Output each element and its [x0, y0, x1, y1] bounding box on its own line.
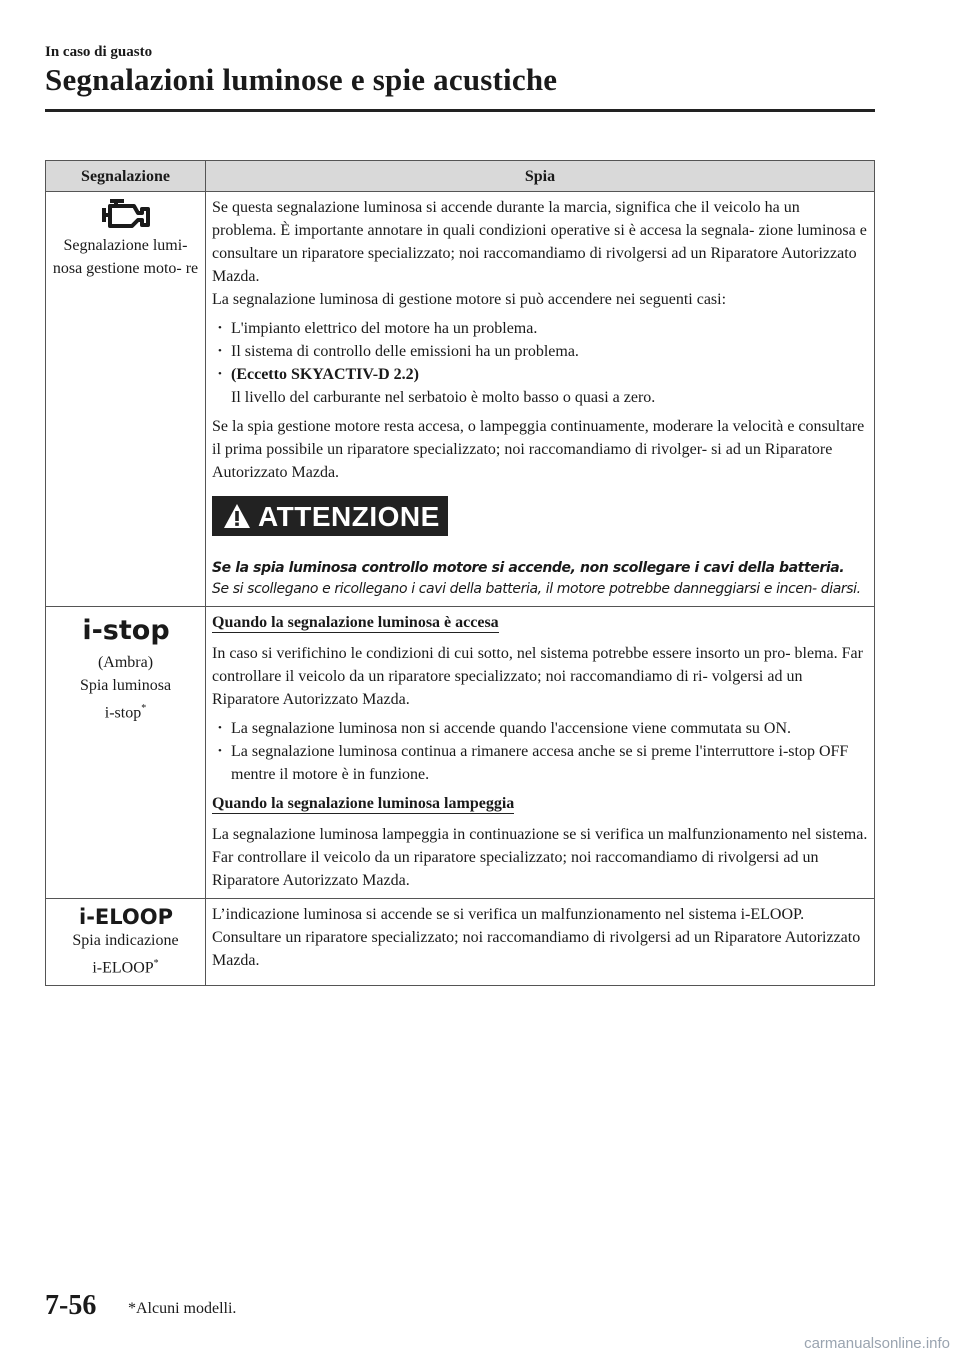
signal-cell	[46, 899, 206, 986]
list-item	[212, 363, 868, 409]
subheading: Quando la segnalazione luminosa lampeggia	[212, 795, 515, 812]
signal-label	[52, 651, 199, 724]
footnote: *Alcuni modelli.	[128, 1300, 237, 1317]
i-stop-icon	[52, 611, 199, 647]
table-row	[46, 899, 875, 986]
paragraph: In caso si verifichino le condizioni di cui sotto, nel sistema potrebbe essere insorto un pro- blema. Far controllare il veicolo da un riparatore specializzato; noi raccomandiamo di ri- volgersi ad un Riparatore Autorizzato Mazda.	[212, 645, 863, 708]
column-header-signal: Segnalazione	[46, 161, 206, 192]
signal-label	[52, 929, 199, 979]
table-header-row	[46, 161, 875, 192]
paragraph: L’indicazione luminosa si accende se si verifica un malfunzionamento nel sistema i-ELOOP. Consultare un riparatore specializzato; noi raccomandiamo di rivolgersi ad un Riparatore Autorizzato Mazda.	[212, 906, 861, 969]
warning-banner	[212, 496, 448, 536]
list-item: • L'impianto elettrico del motore ha un problema.	[212, 317, 868, 340]
signal-cell	[46, 192, 206, 607]
condition-text: Il livello del carburante nel serbatoio è molto basso o quasi a zero.	[231, 389, 656, 406]
caution-body: Se si scollegano e ricollegano i cavi della batteria, il motore potrebbe danneggiarsi e incen- diarsi.	[212, 581, 861, 597]
signal-label-line: i-ELOOP	[92, 959, 154, 977]
check-engine-icon	[52, 196, 199, 230]
title-rule	[45, 109, 875, 112]
signal-label: Segnalazione lumi- nosa gestione moto- re	[52, 237, 199, 277]
warning-triangle-icon	[222, 502, 252, 530]
caution-text	[212, 558, 868, 600]
icon-lettering: i-stop	[81, 615, 170, 646]
description-cell	[206, 899, 875, 986]
i-eloop-icon	[52, 903, 199, 929]
subheading: Quando la segnalazione luminosa è accesa	[212, 614, 499, 631]
description-cell	[206, 192, 875, 607]
bold-condition: (Eccetto SKYACTIV-D 2.2)	[231, 366, 419, 383]
column-header-light: Spia	[206, 161, 875, 192]
page-title: Segnalazioni luminose e spie acustiche	[45, 62, 558, 97]
paragraph: La segnalazione luminosa lampeggia in continuazione se si verifica un malfunzionamento nel sistema. Far controllare il veicolo da un riparatore specializzato; noi raccomandiamo di rivolgersi ad un Riparatore Autorizzato Mazda.	[212, 826, 868, 889]
list-item: • Il sistema di controllo delle emissioni ha un problema.	[212, 340, 868, 363]
icon-lettering: i-ELOOP	[78, 905, 173, 929]
bullet-list	[212, 317, 868, 409]
signal-label-line: (Ambra)	[97, 654, 154, 671]
warning-word: ATTENZIONE	[258, 500, 440, 532]
signal-label-line: Spia indicazione	[72, 932, 179, 949]
list-item: • La segnalazione luminosa non si accende quando l'accensione viene commutata su ON.	[212, 717, 868, 740]
caution-bold: Se la spia luminosa controllo motore si accende, non scollegare i cavi della batteria.	[212, 560, 845, 576]
section-label: In caso di guasto	[45, 44, 153, 60]
signal-label-line: Spia luminosa	[79, 677, 172, 694]
list-item: • La segnalazione luminosa continua a rimanere accesa anche se si preme l'interruttore i-stop OFF mentre il motore è in funzione.	[212, 740, 868, 786]
paragraph: Se questa segnalazione luminosa si accende durante la marcia, significa che il veicolo ha un problema. È importante annotare in quali condizioni operative si è accesa la segnala- zione luminosa e consultare un riparatore specializzato; noi raccomandiamo di rivolgersi ad un Riparatore Autorizzato Mazda.	[212, 199, 867, 285]
signal-cell	[46, 607, 206, 899]
table-row	[46, 192, 875, 607]
table-row	[46, 607, 875, 899]
paragraph: Se la spia gestione motore resta accesa, o lampeggia continuamente, moderare la velocità e consultare il prima possibile un riparatore specializzato; noi raccomandiamo di rivolger- si ad un Riparatore Autorizzato Mazda.	[212, 418, 865, 481]
page-number: 7-56	[45, 1290, 97, 1321]
bullet-list	[212, 717, 868, 786]
signal-label-line: i-stop	[104, 704, 142, 722]
watermark: carmanualsonline.info	[804, 1335, 950, 1352]
paragraph: La segnalazione luminosa di gestione motore si può accendere nei seguenti casi:	[212, 291, 727, 308]
footnote-mark: *	[141, 703, 147, 714]
footnote-mark: *	[153, 958, 159, 969]
warning-lights-table	[45, 160, 875, 986]
description-cell	[206, 607, 875, 899]
